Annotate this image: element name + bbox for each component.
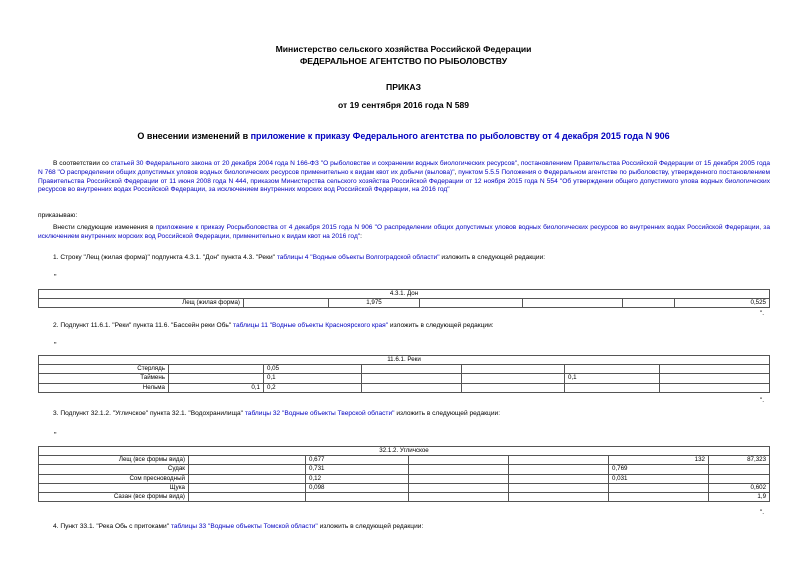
intro-text-1: Внести следующие изменения в bbox=[53, 224, 156, 231]
quota-cell bbox=[462, 383, 565, 392]
quota-cell bbox=[189, 483, 306, 492]
quota-cell bbox=[362, 365, 462, 374]
quota-cell bbox=[509, 483, 609, 492]
species-name: Сом пресноводный bbox=[39, 474, 189, 483]
quota-cell bbox=[409, 456, 509, 465]
quota-cell: 0,05 bbox=[264, 365, 362, 374]
quota-cell bbox=[420, 299, 523, 308]
quote-close-1: ". bbox=[760, 310, 765, 317]
quota-cell bbox=[189, 492, 306, 501]
quota-cell bbox=[623, 299, 675, 308]
item-3-text-end: изложить в следующей редакции: bbox=[394, 410, 501, 417]
table-row bbox=[39, 474, 770, 483]
item-4-link[interactable]: таблицы 33 "Водные объекты Томской области" bbox=[170, 523, 318, 530]
item-2-text-end: изложить в следующей редакции: bbox=[388, 322, 494, 329]
quota-cell bbox=[660, 365, 770, 374]
species-name: Лещ (все формы вида) bbox=[39, 456, 189, 465]
preamble-link-regulation[interactable]: пунктом 5.5.5 Положения о Федеральном агентстве по рыболовству, утвержденного постановлением Правительства Российской Федерации от 11 июня 2008 года N 444 bbox=[38, 168, 770, 185]
quota-cell bbox=[509, 474, 609, 483]
quota-cell bbox=[660, 374, 770, 383]
quota-cell bbox=[409, 492, 509, 501]
quota-cell: 1,975 bbox=[329, 299, 420, 308]
item-4-text-end: изложить в следующей редакции: bbox=[317, 523, 424, 530]
quota-cell bbox=[565, 383, 660, 392]
quota-cell bbox=[169, 374, 264, 383]
quota-cell bbox=[509, 492, 609, 501]
quota-cell: 87,323 bbox=[709, 456, 770, 465]
table-uglich bbox=[38, 446, 770, 502]
quota-cell: 0,1 bbox=[169, 383, 264, 392]
preamble-link-law[interactable]: статьей 30 Федерального закона от 20 декабря 2004 года N 166-ФЗ "О рыболовстве и сохранении водных биологических ресурсов" bbox=[110, 160, 518, 167]
quota-cell bbox=[244, 299, 329, 308]
item-2-text: 2. Подпункт 11.6.1. "Реки" пункта 11.6. "Бассейн реки Обь" bbox=[53, 322, 234, 329]
item-3-text: 3. Подпункт 32.1.2. "Угличское" пункта 32.1. "Водохранилища" bbox=[53, 410, 245, 417]
table-row bbox=[39, 365, 770, 374]
document-date: от 19 сентября 2016 года N 589 bbox=[337, 100, 470, 110]
quota-cell bbox=[189, 465, 306, 474]
preamble-text-3: , bbox=[454, 168, 459, 176]
quote-close-3: ". bbox=[760, 509, 765, 516]
quota-cell: 132 bbox=[609, 456, 709, 465]
quota-cell bbox=[362, 374, 462, 383]
quota-cell: 0,1 bbox=[565, 374, 660, 383]
item-1-text-end: изложить в следующей редакции: bbox=[439, 254, 546, 261]
species-name: Стерлядь bbox=[39, 365, 169, 374]
agency-heading: ФЕДЕРАЛЬНОЕ АГЕНТСТВО ПО РЫБОЛОВСТВУ bbox=[299, 56, 508, 66]
quota-cell bbox=[462, 374, 565, 383]
quota-cell bbox=[565, 365, 660, 374]
quota-cell: 0,731 bbox=[306, 465, 409, 474]
preamble-text-2: , bbox=[517, 160, 521, 167]
quota-cell: 1,9 bbox=[709, 492, 770, 501]
quota-cell bbox=[509, 465, 609, 474]
quote-open-3: " bbox=[54, 432, 57, 439]
quota-cell bbox=[306, 492, 409, 501]
quota-cell bbox=[409, 474, 509, 483]
intro-text-2: : bbox=[360, 232, 362, 240]
quota-cell: 0,031 bbox=[609, 474, 709, 483]
quota-cell bbox=[362, 383, 462, 392]
quota-cell bbox=[709, 474, 770, 483]
intro-link[interactable]: приложение к приказу Росрыболовства от 4 декабря 2015 года N 906 "О распределении общих допустимых уловов водных биологических ресурсов во внутренних водах Российской Федерации, за исключением внутренних морских вод Российской Федерации, применительно к видам квот на 2016 год" bbox=[38, 224, 770, 240]
quota-cell bbox=[169, 365, 264, 374]
table-section-header: 11.6.1. Реки bbox=[39, 356, 770, 365]
ministry-heading: Министерство сельского хозяйства Российской Федерации bbox=[275, 44, 532, 54]
species-name: Лещ (жилая форма) bbox=[39, 299, 244, 308]
quota-cell: 0,2 bbox=[264, 383, 362, 392]
quota-cell: 0,1 bbox=[264, 374, 362, 383]
item-2 bbox=[38, 322, 770, 331]
quota-cell bbox=[462, 365, 565, 374]
table-don bbox=[38, 289, 770, 308]
table-row bbox=[39, 299, 770, 308]
document-type: ПРИКАЗ bbox=[386, 82, 421, 92]
preamble-text-4: , bbox=[246, 177, 251, 185]
title-link[interactable]: приложение к приказу Федерального агентства по рыболовству от 4 декабря 2015 года N 906 bbox=[250, 131, 670, 141]
table-header-row bbox=[39, 290, 770, 299]
quota-cell: 0,769 bbox=[609, 465, 709, 474]
preamble-text-1: В соответствии со bbox=[53, 160, 111, 167]
quota-cell: 0,677 bbox=[306, 456, 409, 465]
quota-cell bbox=[189, 456, 306, 465]
table-header-row bbox=[39, 447, 770, 456]
item-3-link[interactable]: таблицы 32 "Водные объекты Тверской области" bbox=[244, 410, 395, 417]
table-row bbox=[39, 383, 770, 392]
quota-cell bbox=[409, 465, 509, 474]
document-title bbox=[0, 131, 807, 141]
species-name: Таймень bbox=[39, 374, 169, 383]
quota-cell bbox=[509, 456, 609, 465]
table-krasnoyarsk-rivers bbox=[38, 355, 770, 393]
species-name: Сазан (все формы вида) bbox=[39, 492, 189, 501]
species-name: Нельма bbox=[39, 383, 169, 392]
table-section-header: 32.1.2. Угличское bbox=[39, 447, 770, 456]
quote-open-1: " bbox=[54, 274, 57, 281]
intro-paragraph bbox=[38, 224, 770, 242]
preamble-link-decree-768[interactable]: постановлением Правительства Российской Федерации от 15 декабря 2005 года N 768 "О распределении общих допустимых уловов водных биологических ресурсов применительно к видам квот их добычи (вылова)" bbox=[38, 160, 770, 176]
table-row bbox=[39, 483, 770, 492]
item-1 bbox=[38, 254, 770, 263]
quota-cell bbox=[709, 465, 770, 474]
title-prefix: О внесении изменений в bbox=[137, 131, 251, 141]
item-4-text: 4. Пункт 33.1. "Река Обь с притоками" bbox=[53, 523, 171, 530]
preamble-link-order-554[interactable]: приказом Министерства сельского хозяйства Российской Федерации от 12 ноября 2015 года N 554 "Об утверждении общего допустимого улова водных биологических ресурсов во внутренних водах Российской Федерации, за исключением внутренних морских вод Российской Федерации, на 2016 год" bbox=[38, 177, 770, 194]
quota-cell bbox=[409, 483, 509, 492]
item-3 bbox=[38, 410, 770, 419]
quota-cell: 0,098 bbox=[306, 483, 409, 492]
quota-cell: 0,12 bbox=[306, 474, 409, 483]
table-section-header: 4.3.1. Дон bbox=[39, 290, 770, 299]
preamble-paragraph bbox=[38, 160, 770, 195]
table-header-row bbox=[39, 356, 770, 365]
item-1-link[interactable]: таблицы 4 "Водные объекты Волгоградской области" bbox=[276, 254, 440, 261]
quote-close-2: ". bbox=[760, 397, 765, 404]
quota-cell bbox=[189, 474, 306, 483]
quota-cell bbox=[609, 483, 709, 492]
species-name: Щука bbox=[39, 483, 189, 492]
quota-cell bbox=[660, 383, 770, 392]
quota-cell bbox=[523, 299, 623, 308]
item-2-link[interactable]: таблицы 11 "Водные объекты Красноярского края" bbox=[233, 322, 389, 329]
quota-cell: 0,602 bbox=[709, 483, 770, 492]
table-row bbox=[39, 492, 770, 501]
item-1-text: 1. Строку "Лещ (жилая форма)" подпункта 4.3.1. "Дон" пункта 4.3. "Реки" bbox=[53, 254, 277, 261]
item-4 bbox=[38, 523, 770, 532]
quote-open-2: " bbox=[54, 342, 57, 349]
order-word: приказываю: bbox=[38, 212, 78, 219]
species-name: Судак bbox=[39, 465, 189, 474]
quota-cell: 0,525 bbox=[675, 299, 770, 308]
quota-cell bbox=[609, 492, 709, 501]
table-row bbox=[39, 456, 770, 465]
table-row bbox=[39, 374, 770, 383]
table-row bbox=[39, 465, 770, 474]
